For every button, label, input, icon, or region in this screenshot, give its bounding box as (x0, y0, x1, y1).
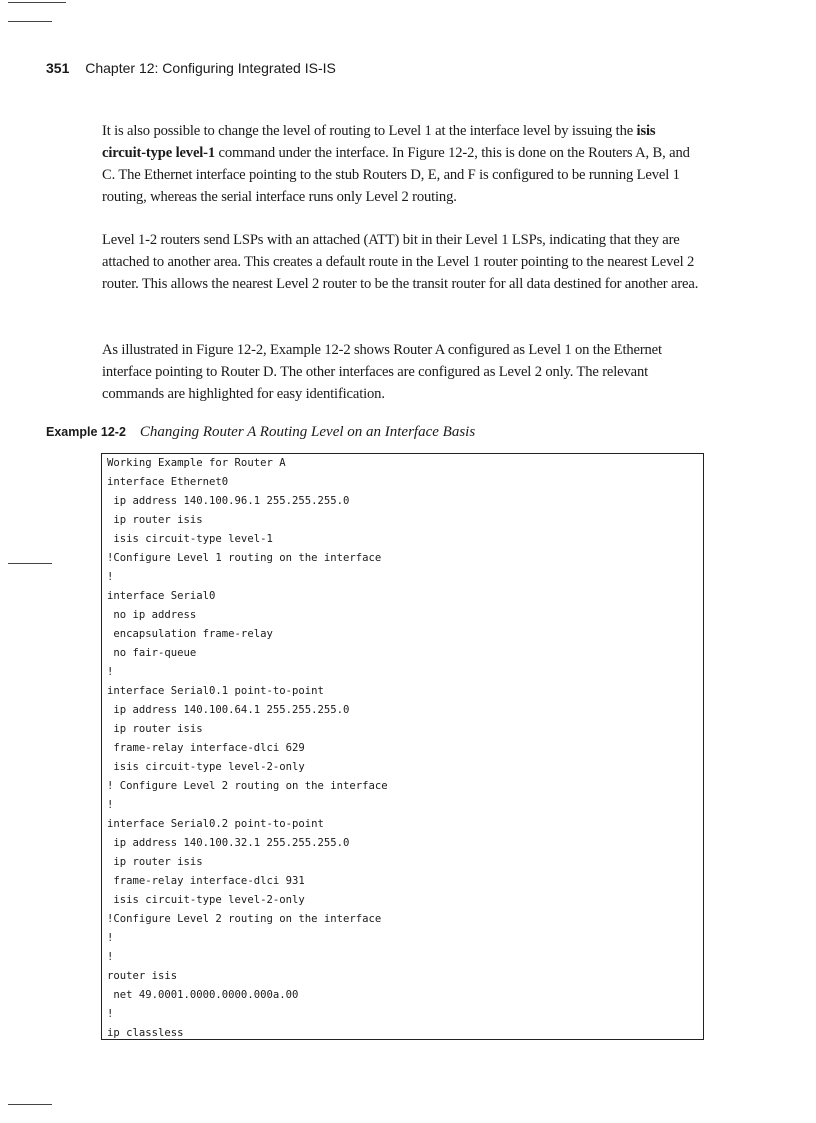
code-line: ip router isis (107, 723, 203, 735)
example-caption (46, 423, 475, 441)
crop-mark-top-1 (8, 2, 66, 3)
code-line: ip classless (107, 1027, 184, 1039)
code-line: net 49.0001.0000.0000.000a.00 (107, 989, 299, 1001)
code-line: frame-relay interface-dlci 931 (107, 875, 305, 887)
code-line: ip router isis (107, 514, 203, 526)
code-line: ! (107, 1008, 114, 1020)
paragraph-1: It is also possible to change the level of routing to Level 1 at the interface level by issuing the isis circuit-type level-1 command under the interface. In Figure 12-2, this is done on the Routers A, B, and C. The Ethernet interface pointing to the stub Routers D, E, and F is configured to be running Level 1 routing, whereas the serial interface runs only Level 2 routing. (102, 123, 690, 205)
running-header (46, 60, 336, 76)
paragraph-2: Level 1-2 routers send LSPs with an attached (ATT) bit in their Level 1 LSPs, indicating that they are attached to another area. This creates a default route in the Level 1 router pointing to the nearest Level 2 router. This allows the nearest Level 2 router to be the transit router for all data destined for another area. (102, 232, 699, 292)
code-line: ! Configure Level 2 routing on the interface (107, 780, 388, 792)
code-line: ! (107, 799, 114, 811)
code-line: interface Ethernet0 (107, 476, 229, 488)
code-line: no ip address (107, 609, 197, 621)
crop-mark-top-2 (8, 21, 52, 22)
crop-mark-middle (8, 563, 52, 564)
code-line: encapsulation frame-relay (107, 628, 273, 640)
code-line: ! (107, 666, 114, 678)
code-lines (107, 456, 388, 1045)
code-line: ip address 140.100.32.1 255.255.255.0 (107, 837, 350, 849)
code-line: isis circuit-type level-2-only (107, 761, 305, 773)
crop-mark-bottom (8, 1104, 52, 1105)
code-line: ip router isis (107, 856, 203, 868)
paragraph-3: As illustrated in Figure 12-2, Example 12-2 shows Router A configured as Level 1 on the Ethernet interface pointing to Router D. The other interfaces are configured as Level 2 only. The relevant commands are highlighted for easy identification. (102, 342, 662, 402)
code-line: !Configure Level 1 routing on the interface (107, 552, 382, 564)
code-line: Working Example for Router A (107, 457, 286, 469)
code-line: ! (107, 571, 114, 583)
code-line: interface Serial0.2 point-to-point (107, 818, 324, 830)
code-line: ip address 140.100.96.1 255.255.255.0 (107, 495, 350, 507)
code-line: router isis (107, 970, 178, 982)
code-line: interface Serial0 (107, 590, 216, 602)
code-line: no fair-queue (107, 647, 197, 659)
page-number: 351 (46, 60, 70, 76)
code-listing (101, 453, 704, 1040)
code-line: ip address 140.100.64.1 255.255.255.0 (107, 704, 350, 716)
code-line: !Configure Level 2 routing on the interface (107, 913, 382, 925)
code-line: isis circuit-type level-2-only (107, 894, 305, 906)
code-line: isis circuit-type level-1 (107, 533, 273, 545)
code-line: frame-relay interface-dlci 629 (107, 742, 305, 754)
code-line: ! (107, 951, 114, 963)
chapter-title: Chapter 12: Configuring Integrated IS-IS (85, 60, 336, 76)
example-title: Changing Router A Routing Level on an Interface Basis (139, 424, 476, 440)
command-isis-circuit-type: isis circuit-type level-1 (102, 123, 656, 161)
code-line: interface Serial0.1 point-to-point (107, 685, 324, 697)
code-line: ! (107, 932, 114, 944)
example-label: Example 12-2 (46, 425, 126, 439)
